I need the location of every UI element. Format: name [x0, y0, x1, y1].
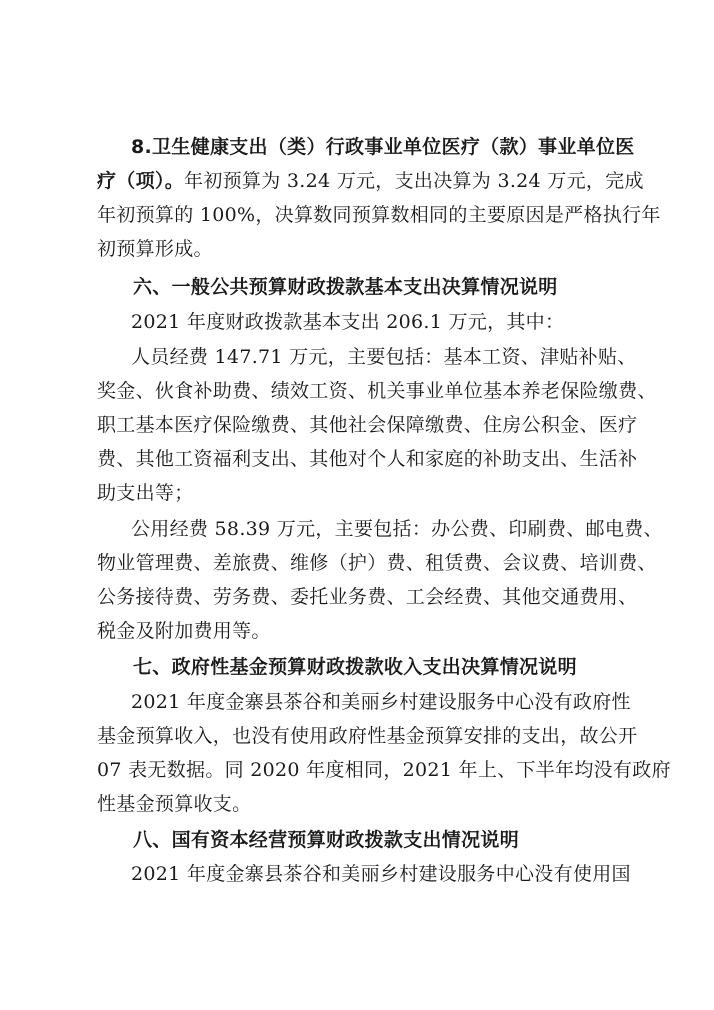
section6-summary: 2021 年度财政拨款基本支出 206.1 万元，其中： — [131, 311, 565, 333]
section7-heading: 七、政府性基金预算财政拨款收入支出决算情况说明 — [133, 656, 577, 678]
section7-line1: 2021 年度金寨县茶谷和美丽乡村建设服务中心没有政府性 — [131, 691, 631, 713]
item8-line2 — [97, 164, 644, 198]
personnel-line5: 助支出等； — [97, 482, 194, 504]
personnel-line4: 费、其他工资福利支出、其他对个人和家庭的补助支出、生活补 — [97, 448, 638, 470]
item8-title-line1: 8.卫生健康支出（类）行政事业单位医疗（款）事业单位医 — [131, 136, 635, 158]
item8-line4: 初预算形成。 — [97, 238, 213, 260]
personnel-line2: 奖金、伙食补助费、绩效工资、机关事业单位基本养老保险缴费、 — [97, 380, 657, 402]
public-line1: 公用经费 58.39 万元，主要包括：办公费、印刷费、邮电费、 — [131, 518, 663, 540]
public-line4: 税金及附加费用等。 — [97, 620, 271, 642]
section6-heading: 六、一般公共预算财政拨款基本支出决算情况说明 — [133, 276, 558, 298]
public-line3: 公务接待费、劳务费、委托业务费、工会经费、其他交通费用、 — [97, 586, 638, 608]
section7-line4: 性基金预算收支。 — [97, 793, 252, 815]
section8-line1: 2021 年度金寨县茶谷和美丽乡村建设服务中心没有使用国 — [131, 863, 631, 885]
personnel-line3: 职工基本医疗保险缴费、其他社会保障缴费、住房公积金、医疗 — [97, 414, 638, 436]
item8-line3: 年初预算的 100%，决算数同预算数相同的主要原因是严格执行年 — [97, 204, 661, 226]
public-line2: 物业管理费、差旅费、维修（护）费、租赁费、会议费、培训费、 — [97, 552, 657, 574]
item8-line2-text: 年初预算为 3.24 万元，支出决算为 3.24 万元，完成 — [184, 170, 644, 192]
section8-heading: 八、国有资本经营预算财政拨款支出情况说明 — [133, 829, 520, 851]
section7-line3: 07 表无数据。同 2020 年度相同，2021 年上、下半年均没有政府 — [97, 759, 671, 781]
personnel-line1: 人员经费 147.71 万元，主要包括：基本工资、津贴补贴、 — [131, 346, 637, 368]
item8-title-line2: 疗（项）。 — [97, 170, 185, 192]
section7-line2: 基金预算收入，也没有使用政府性基金预算安排的支出，故公开 — [97, 725, 638, 747]
